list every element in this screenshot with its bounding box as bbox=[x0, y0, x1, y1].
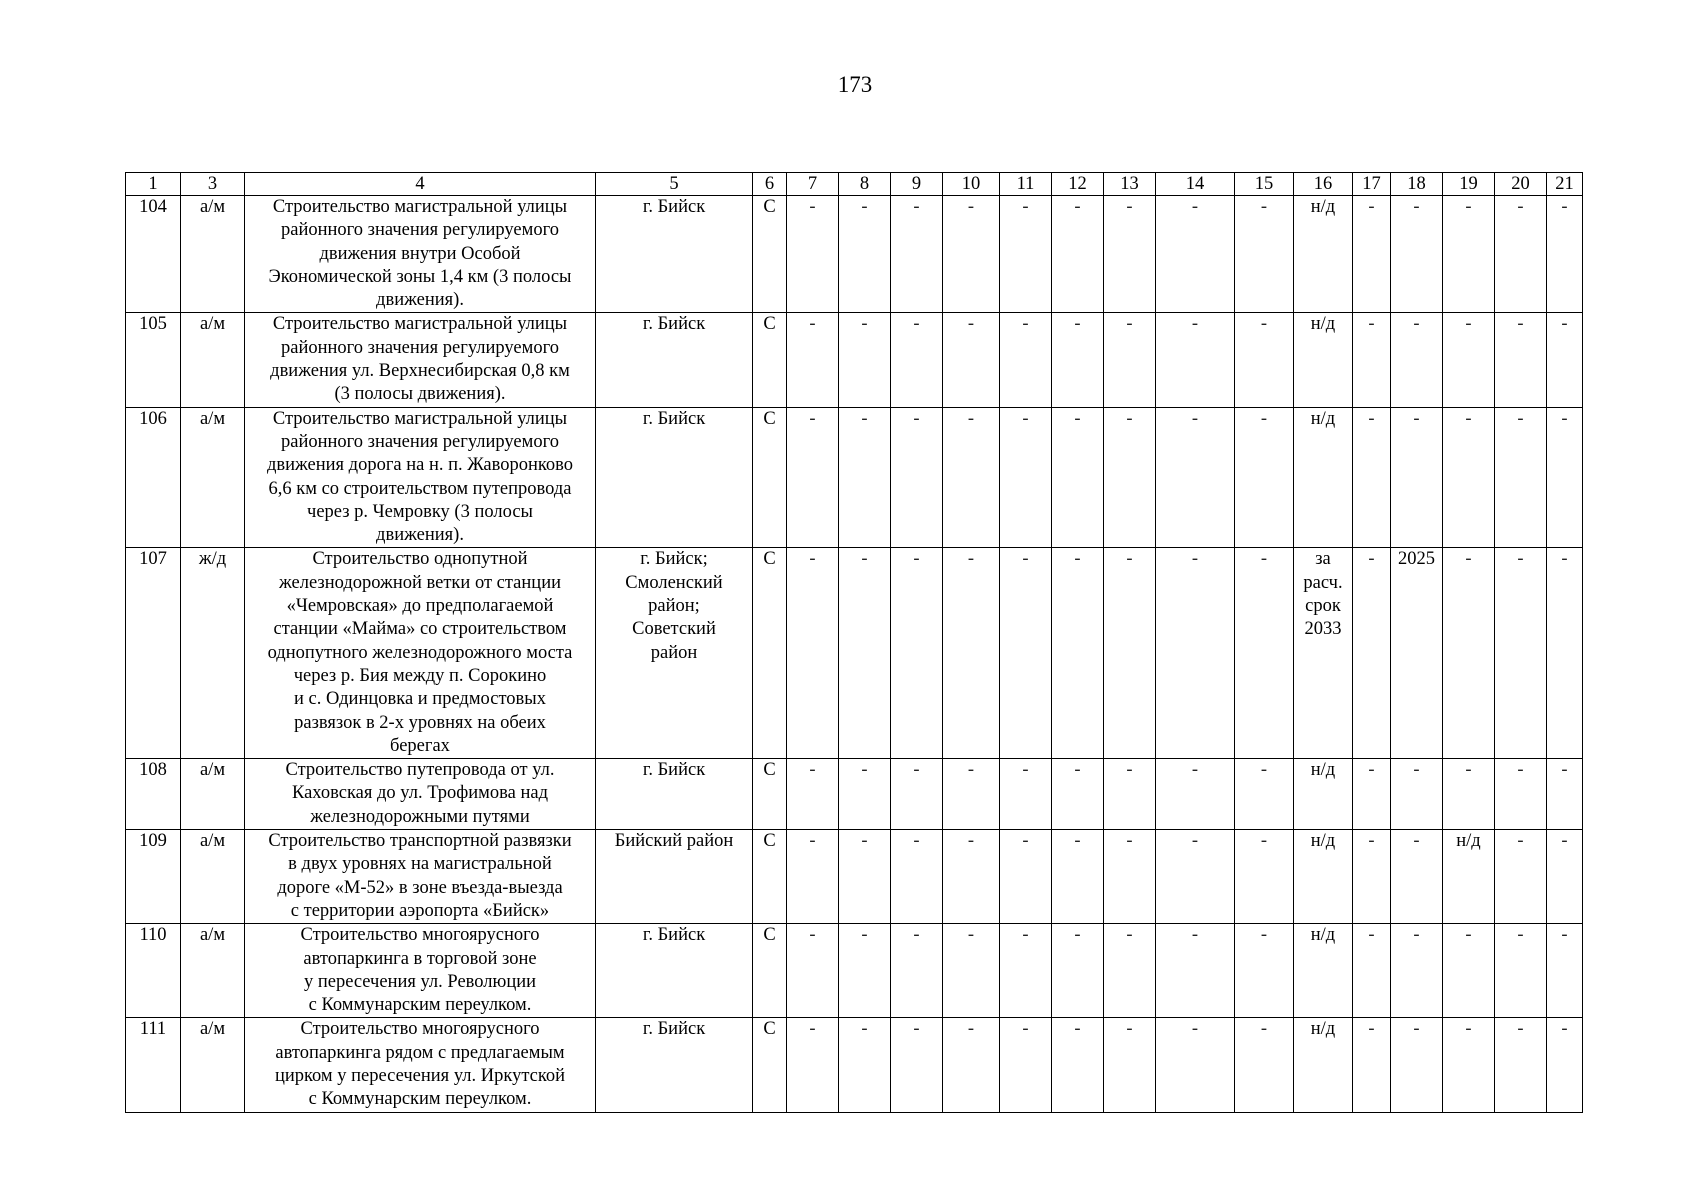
cell-col-10: - bbox=[943, 548, 1000, 759]
cell-col-13: - bbox=[1104, 313, 1156, 407]
desc-line: берегах bbox=[390, 735, 450, 756]
cell-col-4 bbox=[245, 407, 596, 548]
cell-col-15: - bbox=[1235, 196, 1294, 313]
cell-col-3: а/м bbox=[181, 924, 245, 1018]
cell-col-3: а/м bbox=[181, 407, 245, 548]
cell-col-15: - bbox=[1235, 1018, 1294, 1112]
cell-col-11: - bbox=[1000, 407, 1052, 548]
cell-col-17: - bbox=[1353, 548, 1391, 759]
cell-col-8: - bbox=[839, 313, 891, 407]
cell-col-18: - bbox=[1391, 759, 1443, 830]
cell-col-4 bbox=[245, 196, 596, 313]
cell-col-18: - bbox=[1391, 830, 1443, 924]
cell-col-1: 106 bbox=[126, 407, 181, 548]
cell-col-20: - bbox=[1495, 830, 1547, 924]
data-table bbox=[125, 172, 1583, 1113]
cell-col-3: а/м bbox=[181, 759, 245, 830]
cell-col-7: - bbox=[787, 759, 839, 830]
cell-col-1: 111 bbox=[126, 1018, 181, 1112]
cell-col-3: ж/д bbox=[181, 548, 245, 759]
cell-col-5: г. Бийск bbox=[596, 196, 753, 313]
desc-line: дороге «М-52» в зоне въезда-выезда bbox=[277, 877, 563, 898]
cell-col-20: - bbox=[1495, 407, 1547, 548]
cell-col-6: С bbox=[753, 313, 787, 407]
cell-col-18: - bbox=[1391, 196, 1443, 313]
cell-col-8: - bbox=[839, 830, 891, 924]
cell-col-14: - bbox=[1156, 924, 1235, 1018]
desc-line: с Коммунарским переулком. bbox=[308, 1089, 532, 1110]
cell-col-19: - bbox=[1443, 548, 1495, 759]
cell-col-12: - bbox=[1052, 313, 1104, 407]
cell-col-18: - bbox=[1391, 313, 1443, 407]
cell-col-11: - bbox=[1000, 830, 1052, 924]
column-header-14: 14 bbox=[1156, 173, 1235, 196]
cell-col-8: - bbox=[839, 196, 891, 313]
cell-col-7: - bbox=[787, 830, 839, 924]
cell-col-1: 110 bbox=[126, 924, 181, 1018]
cell-col-11: - bbox=[1000, 196, 1052, 313]
cell-col-11: - bbox=[1000, 313, 1052, 407]
desc-line: «Чемровская» до предполагаемой bbox=[286, 596, 554, 617]
cell-col-10: - bbox=[943, 196, 1000, 313]
cell-col-16: н/д bbox=[1294, 196, 1353, 313]
cell-col-16: н/д bbox=[1294, 830, 1353, 924]
cell-col-18: - bbox=[1391, 407, 1443, 548]
desc-line: однопутного железнодорожного моста bbox=[267, 642, 573, 663]
table-row bbox=[126, 830, 1583, 924]
cell-col-21: - bbox=[1547, 830, 1583, 924]
cell-col-9: - bbox=[891, 830, 943, 924]
cell-col-14: - bbox=[1156, 548, 1235, 759]
cell-col-1: 108 bbox=[126, 759, 181, 830]
desc-line: движения). bbox=[376, 525, 464, 546]
cell-col-5 bbox=[596, 548, 753, 759]
cell-col-3: а/м bbox=[181, 196, 245, 313]
cell-col-11: - bbox=[1000, 548, 1052, 759]
column-header-5: 5 bbox=[596, 173, 753, 196]
cell-col-9: - bbox=[891, 759, 943, 830]
desc-line: через р. Чемровку (3 полосы bbox=[307, 501, 533, 522]
cell-col-19: - bbox=[1443, 313, 1495, 407]
cell-col-17: - bbox=[1353, 830, 1391, 924]
cell-col-10: - bbox=[943, 407, 1000, 548]
cell-col-13: - bbox=[1104, 830, 1156, 924]
cell-col-20: - bbox=[1495, 759, 1547, 830]
cell-col-4 bbox=[245, 1018, 596, 1112]
cell-col-4 bbox=[245, 313, 596, 407]
desc-line: у пересечения ул. Революции bbox=[303, 971, 537, 992]
cell-col-5: г. Бийск bbox=[596, 759, 753, 830]
cell-col-21: - bbox=[1547, 196, 1583, 313]
page-number: 173 bbox=[837, 72, 873, 97]
cell-col-10: - bbox=[943, 830, 1000, 924]
column-header-3: 3 bbox=[181, 173, 245, 196]
column-header-7: 7 bbox=[787, 173, 839, 196]
header-row bbox=[126, 173, 1583, 196]
desc-line: автопаркинга в торговой зоне bbox=[303, 948, 537, 969]
cell-col-13: - bbox=[1104, 196, 1156, 313]
column-header-18: 18 bbox=[1391, 173, 1443, 196]
cell-col-16: н/д bbox=[1294, 924, 1353, 1018]
cell-col-7: - bbox=[787, 1018, 839, 1112]
cell-col-10: - bbox=[943, 759, 1000, 830]
cell-col-8: - bbox=[839, 548, 891, 759]
desc-line: районного значения регулируемого bbox=[281, 431, 559, 452]
cell-col-19: - bbox=[1443, 759, 1495, 830]
cell-col-9: - bbox=[891, 313, 943, 407]
cell-col-9: - bbox=[891, 924, 943, 1018]
cell-col-4 bbox=[245, 548, 596, 759]
cell-col-8: - bbox=[839, 924, 891, 1018]
cell-col-7: - bbox=[787, 548, 839, 759]
col16-line: расч. bbox=[1303, 572, 1343, 593]
desc-line: Строительство однопутной bbox=[312, 549, 528, 570]
cell-col-3: а/м bbox=[181, 830, 245, 924]
cell-col-8: - bbox=[839, 1018, 891, 1112]
place-line: район bbox=[650, 642, 698, 663]
column-header-9: 9 bbox=[891, 173, 943, 196]
desc-line: Каховская до ул. Трофимова над bbox=[292, 783, 548, 804]
place-line: район; bbox=[648, 596, 700, 617]
cell-col-5: г. Бийск bbox=[596, 1018, 753, 1112]
cell-col-14: - bbox=[1156, 196, 1235, 313]
column-header-21: 21 bbox=[1547, 173, 1583, 196]
cell-col-7: - bbox=[787, 196, 839, 313]
cell-col-16: н/д bbox=[1294, 759, 1353, 830]
cell-col-14: - bbox=[1156, 830, 1235, 924]
cell-col-1: 104 bbox=[126, 196, 181, 313]
cell-col-15: - bbox=[1235, 407, 1294, 548]
desc-line: движения ул. Верхнесибирская 0,8 км bbox=[270, 361, 570, 382]
desc-line: 6,6 км со строительством путепровода bbox=[268, 478, 572, 499]
cell-col-6: С bbox=[753, 924, 787, 1018]
cell-col-6: С bbox=[753, 196, 787, 313]
cell-col-17: - bbox=[1353, 407, 1391, 548]
cell-col-10: - bbox=[943, 313, 1000, 407]
cell-col-11: - bbox=[1000, 1018, 1052, 1112]
desc-line: движения внутри Особой bbox=[319, 243, 521, 264]
cell-col-12: - bbox=[1052, 759, 1104, 830]
desc-line: Строительство магистральной улицы bbox=[272, 197, 568, 217]
column-header-13: 13 bbox=[1104, 173, 1156, 196]
cell-col-11: - bbox=[1000, 924, 1052, 1018]
cell-col-21: - bbox=[1547, 407, 1583, 548]
cell-col-20: - bbox=[1495, 196, 1547, 313]
column-header-10: 10 bbox=[943, 173, 1000, 196]
cell-col-8: - bbox=[839, 759, 891, 830]
cell-col-10: - bbox=[943, 1018, 1000, 1112]
desc-line: движения дорога на н. п. Жаворонково bbox=[266, 455, 574, 476]
cell-col-17: - bbox=[1353, 1018, 1391, 1112]
desc-line: районного значения регулируемого bbox=[281, 337, 559, 358]
column-header-4: 4 bbox=[245, 173, 596, 196]
cell-col-12: - bbox=[1052, 1018, 1104, 1112]
cell-col-20: - bbox=[1495, 548, 1547, 759]
cell-col-16: н/д bbox=[1294, 1018, 1353, 1112]
desc-line: Строительство многоярусного bbox=[300, 1019, 540, 1040]
cell-col-12: - bbox=[1052, 924, 1104, 1018]
cell-col-19: н/д bbox=[1443, 830, 1495, 924]
cell-col-19: - bbox=[1443, 924, 1495, 1018]
cell-col-21: - bbox=[1547, 313, 1583, 407]
cell-col-15: - bbox=[1235, 548, 1294, 759]
cell-col-13: - bbox=[1104, 407, 1156, 548]
table-row bbox=[126, 759, 1583, 830]
cell-col-9: - bbox=[891, 548, 943, 759]
cell-col-10: - bbox=[943, 924, 1000, 1018]
cell-col-7: - bbox=[787, 313, 839, 407]
column-header-16: 16 bbox=[1294, 173, 1353, 196]
desc-line: в двух уровнях на магистральной bbox=[288, 854, 552, 875]
desc-line: Экономической зоны 1,4 км (3 полосы bbox=[268, 266, 572, 287]
desc-line: развязок в 2-х уровнях на обеих bbox=[294, 712, 546, 733]
table-row bbox=[126, 196, 1583, 313]
cell-col-17: - bbox=[1353, 924, 1391, 1018]
cell-col-19: - bbox=[1443, 407, 1495, 548]
desc-line: станции «Майма» со строительством bbox=[273, 619, 567, 640]
cell-col-13: - bbox=[1104, 548, 1156, 759]
cell-col-8: - bbox=[839, 407, 891, 548]
col16-line: 2033 bbox=[1304, 619, 1342, 640]
cell-col-1: 107 bbox=[126, 548, 181, 759]
cell-col-17: - bbox=[1353, 196, 1391, 313]
place-line: Советский bbox=[632, 619, 716, 640]
table-row bbox=[126, 407, 1583, 548]
desc-line: железнодорожной ветки от станции bbox=[279, 572, 561, 593]
table-row bbox=[126, 548, 1583, 759]
column-header-6: 6 bbox=[753, 173, 787, 196]
cell-col-9: - bbox=[891, 1018, 943, 1112]
cell-col-20: - bbox=[1495, 1018, 1547, 1112]
desc-line: Строительство магистральной улицы bbox=[272, 314, 568, 335]
table-row bbox=[126, 924, 1583, 1018]
cell-col-5: г. Бийск bbox=[596, 924, 753, 1018]
cell-col-14: - bbox=[1156, 313, 1235, 407]
cell-col-15: - bbox=[1235, 759, 1294, 830]
desc-line: Строительство многоярусного bbox=[300, 925, 540, 946]
cell-col-6: С bbox=[753, 407, 787, 548]
cell-col-17: - bbox=[1353, 313, 1391, 407]
cell-col-4 bbox=[245, 830, 596, 924]
cell-col-5: г. Бийск bbox=[596, 407, 753, 548]
column-header-20: 20 bbox=[1495, 173, 1547, 196]
cell-col-14: - bbox=[1156, 759, 1235, 830]
cell-col-19: - bbox=[1443, 196, 1495, 313]
column-header-11: 11 bbox=[1000, 173, 1052, 196]
cell-col-3: а/м bbox=[181, 1018, 245, 1112]
cell-col-18: - bbox=[1391, 1018, 1443, 1112]
column-header-8: 8 bbox=[839, 173, 891, 196]
cell-col-21: - bbox=[1547, 548, 1583, 759]
cell-col-5: г. Бийск bbox=[596, 313, 753, 407]
place-line: Смоленский bbox=[625, 572, 723, 593]
cell-col-1: 105 bbox=[126, 313, 181, 407]
desc-line: с территории аэропорта «Бийск» bbox=[290, 900, 550, 921]
cell-col-1: 109 bbox=[126, 830, 181, 924]
column-header-17: 17 bbox=[1353, 173, 1391, 196]
cell-col-13: - bbox=[1104, 759, 1156, 830]
table-row bbox=[126, 313, 1583, 407]
cell-col-15: - bbox=[1235, 830, 1294, 924]
desc-line: районного значения регулируемого bbox=[281, 220, 559, 241]
cell-col-21: - bbox=[1547, 759, 1583, 830]
cell-col-13: - bbox=[1104, 924, 1156, 1018]
desc-line: железнодорожными путями bbox=[310, 806, 530, 827]
cell-col-18: - bbox=[1391, 924, 1443, 1018]
cell-col-14: - bbox=[1156, 407, 1235, 548]
cell-col-9: - bbox=[891, 196, 943, 313]
cell-col-7: - bbox=[787, 407, 839, 548]
desc-line: через р. Бия между п. Сорокино bbox=[293, 665, 547, 686]
cell-col-4 bbox=[245, 924, 596, 1018]
cell-col-4 bbox=[245, 759, 596, 830]
cell-col-9: - bbox=[891, 407, 943, 548]
cell-col-15: - bbox=[1235, 924, 1294, 1018]
column-header-15: 15 bbox=[1235, 173, 1294, 196]
cell-col-21: - bbox=[1547, 1018, 1583, 1112]
cell-col-11: - bbox=[1000, 759, 1052, 830]
col16-line: за bbox=[1315, 549, 1331, 570]
column-header-1: 1 bbox=[126, 173, 181, 196]
cell-col-16: н/д bbox=[1294, 313, 1353, 407]
col16-line: срок bbox=[1305, 596, 1341, 617]
cell-col-5: Бийский район bbox=[596, 830, 753, 924]
cell-col-6: С bbox=[753, 759, 787, 830]
column-header-12: 12 bbox=[1052, 173, 1104, 196]
desc-line: с Коммунарским переулком. bbox=[308, 995, 532, 1016]
cell-col-17: - bbox=[1353, 759, 1391, 830]
cell-col-12: - bbox=[1052, 196, 1104, 313]
cell-col-21: - bbox=[1547, 924, 1583, 1018]
desc-line: Строительство путепровода от ул. bbox=[285, 760, 555, 781]
cell-col-12: - bbox=[1052, 407, 1104, 548]
cell-col-6: С bbox=[753, 548, 787, 759]
column-header-19: 19 bbox=[1443, 173, 1495, 196]
cell-col-16: н/д bbox=[1294, 407, 1353, 548]
cell-col-12: - bbox=[1052, 830, 1104, 924]
desc-line: цирком у пересечения ул. Иркутской bbox=[274, 1065, 566, 1086]
cell-col-6: С bbox=[753, 1018, 787, 1112]
cell-col-3: а/м bbox=[181, 313, 245, 407]
desc-line: Строительство магистральной улицы bbox=[272, 408, 568, 429]
desc-line: (3 полосы движения). bbox=[334, 384, 506, 405]
desc-line: и с. Одинцовка и предмостовых bbox=[294, 689, 546, 710]
cell-col-20: - bbox=[1495, 924, 1547, 1018]
desc-line: движения). bbox=[376, 290, 464, 311]
cell-col-13: - bbox=[1104, 1018, 1156, 1112]
table-row bbox=[126, 1018, 1583, 1112]
cell-col-12: - bbox=[1052, 548, 1104, 759]
cell-col-16 bbox=[1294, 548, 1353, 759]
cell-col-7: - bbox=[787, 924, 839, 1018]
cell-col-14: - bbox=[1156, 1018, 1235, 1112]
desc-line: Строительство транспортной развязки bbox=[268, 831, 572, 852]
desc-line: автопаркинга рядом с предлагаемым bbox=[275, 1042, 565, 1063]
place-line: г. Бийск; bbox=[640, 549, 708, 570]
cell-col-6: С bbox=[753, 830, 787, 924]
cell-col-19: - bbox=[1443, 1018, 1495, 1112]
cell-col-15: - bbox=[1235, 313, 1294, 407]
cell-col-20: - bbox=[1495, 313, 1547, 407]
cell-col-18: 2025 bbox=[1391, 548, 1443, 759]
